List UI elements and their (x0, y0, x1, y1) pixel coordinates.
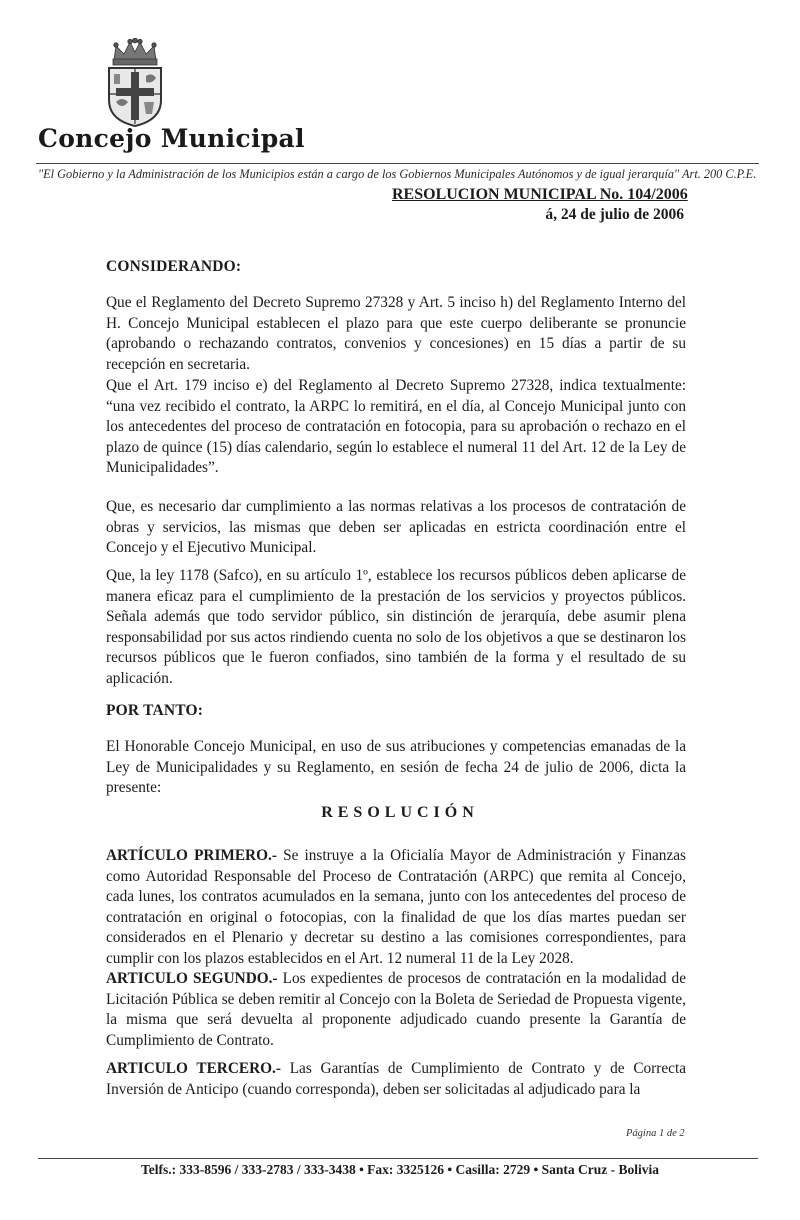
header-motto: "El Gobierno y la Administración de los Municipios están a cargo de los Gobiernos Municipales Autónomos y de igual jerarquía" Art. 200 C.P.E. (38, 167, 757, 181)
coat-of-arms-logo (104, 38, 166, 128)
por-tanto-heading: POR TANTO: (106, 702, 204, 719)
article-2-label: ARTICULO SEGUNDO.- (106, 970, 278, 987)
header-divider (36, 163, 759, 164)
considerando-paragraph-4: Que, la ley 1178 (Safco), en su artículo 1º, establece los recursos públicos deben aplicarse de manera eficaz para el cumplimiento de la prestación de los servicios y proyectos públicos. Señala además que todo servidor público, sin distinción de jerarquía, debe asumir plena responsabilidad por sus actos rindiendo cuenta no solo de los objetivos a que se destinaron los recursos públicos que le fueron confiados, sino también de la forma y el resultado de su aplicación. (106, 567, 686, 687)
organization-name: Concejo Municipal (38, 124, 305, 153)
considerando-heading: CONSIDERANDO: (106, 258, 242, 275)
footer-divider (38, 1158, 758, 1159)
resolution-number: RESOLUCION MUNICIPAL No. 104/2006 (392, 186, 688, 203)
article-2 (106, 969, 686, 1051)
article-3-text: Las Garantías de Cumplimiento de Contrato y de Correcta Inversión de Anticipo (cuando corresponda), deben ser solicitadas al adjudicado para la (106, 1060, 686, 1098)
article-2-text: Los expedientes de procesos de contratación en la modalidad de Licitación Pública se deben remitir al Concejo con la Boleta de Seriedad de Propuesta vigente, la misma que será devuelta al proponente adjudicado cuando presente la Garantía de Cumplimiento de Contrato. (106, 970, 686, 1049)
article-3 (106, 1059, 686, 1100)
considerando-paragraph-1: Que el Reglamento del Decreto Supremo 27328 y Art. 5 inciso h) del Reglamento Interno del H. Concejo Municipal establecen el plazo para que este cuerpo deliberante se pronuncie (aprobando o rechazando contratos, convenios y concesiones) en 15 días a partir de su recepción en secretaria. (106, 294, 686, 373)
page-number: Página 1 de 2 (626, 1128, 685, 1139)
resolution-date: á, 24 de julio de 2006 (545, 206, 684, 223)
article-3-label: ARTICULO TERCERO.- (106, 1060, 281, 1077)
resolucion-title: RESOLUCIÓN (321, 804, 479, 821)
considerando-paragraph-2: Que el Art. 179 inciso e) del Reglamento al Decreto Supremo 27328, indica textualmente: “una vez recibido el contrato, la ARPC lo remitirá, en el día, al Concejo Municipal junto con los antecedentes del proceso de contratación en fotocopia, para su aprobación o rechazo en el plazo de quince (15) días calendario, según lo establece el numeral 11 del Art. 12 de la Ley de Municipalidades”. (106, 377, 686, 476)
por-tanto-paragraph: El Honorable Concejo Municipal, en uso de sus atribuciones y competencias emanadas de la Ley de Municipalidades y su Reglamento, en sesión de fecha 24 de julio de 2006, dicta la presente: (106, 738, 686, 796)
considerando-paragraph-3: Que, es necesario dar cumplimiento a las normas relativas a los procesos de contratación de obras y servicios, las mismas que deben ser aplicadas en estricta coordinación entre el Concejo y el Ejecutivo Municipal. (106, 498, 686, 556)
footer-contact: Telfs.: 333-8596 / 333-2783 / 333-3438 • Fax: 3325126 • Casilla: 2729 • Santa Cruz - Bolivia (140, 1162, 660, 1177)
article-1 (106, 846, 686, 969)
article-1-label: ARTÍCULO PRIMERO.- (106, 847, 277, 864)
article-1-text: Se instruye a la Oficialía Mayor de Administración y Finanzas como Autoridad Responsable del Proceso de Contratación (ARPC) que remita al Concejo, cada lunes, los contratos acumulados en la semana, junto con los antecedentes del proceso de contratación en original o fotocopias, con la finalidad de que los días martes puedan ser considerados en el Plenario y decretar su destino a las comisiones correspondientes, para cumplir con los plazos establecidos en el Art. 12 numeral 11 de la Ley 2028. (106, 847, 686, 967)
